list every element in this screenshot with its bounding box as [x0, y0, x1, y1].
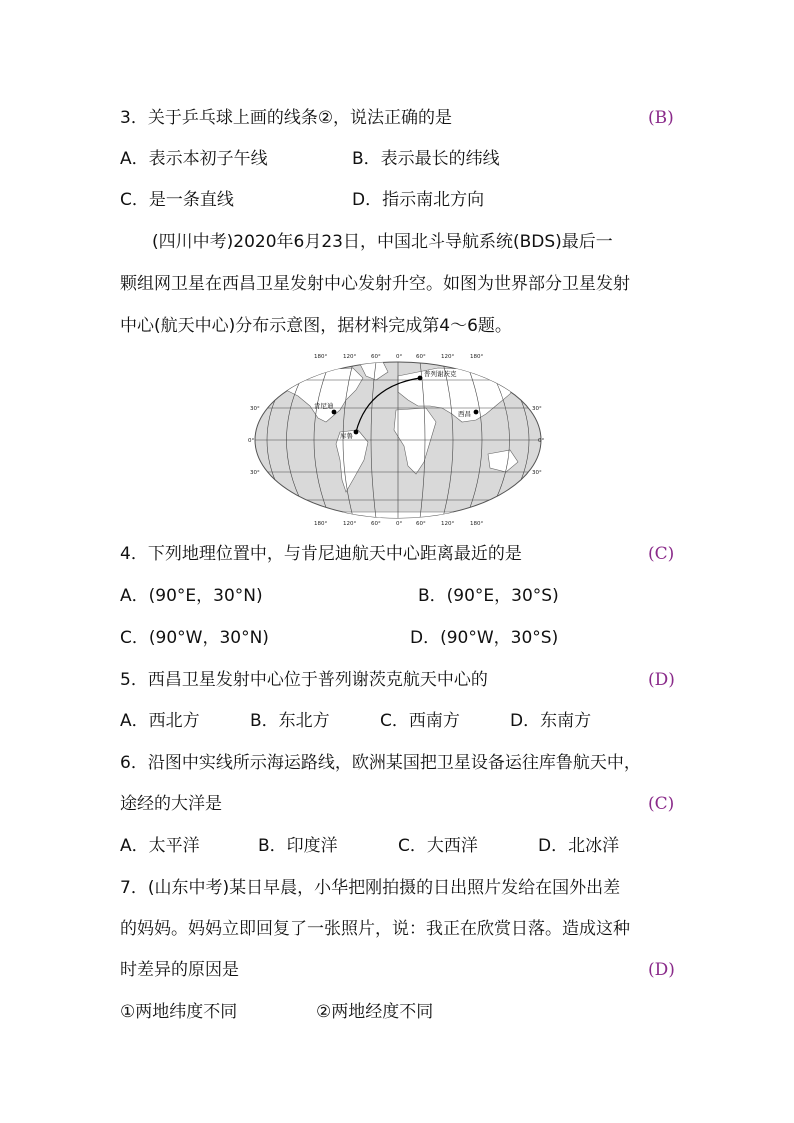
- q5-option-d: D．东南方: [510, 711, 592, 731]
- q3-option-c: C．是一条直线: [120, 190, 234, 210]
- q3-stem: 3．关于乒乓球上画的线条②，说法正确的是: [120, 108, 453, 128]
- plesetsk-label: 普列谢茨克: [424, 370, 457, 378]
- top-tick: 0°: [396, 354, 403, 360]
- q4-option-d: D．(90°W，30°S): [410, 628, 559, 648]
- q5-option-c: C．西南方: [380, 711, 460, 731]
- passage-line-2: 颗组网卫星在西昌卫星发射中心发射升空。如图为世界部分卫星发射: [120, 274, 630, 294]
- passage-line-1: (四川中考)2020年6月23日，中国北斗导航系统(BDS)最后一: [152, 232, 613, 252]
- xichang-marker: [474, 410, 479, 415]
- q7-stem-line-3: 时差异的原因是: [120, 960, 239, 980]
- q5-answer: (D): [648, 670, 675, 690]
- q5-option-a: A．西北方: [120, 711, 200, 731]
- lat-label-right: 0°: [538, 438, 545, 444]
- q7-stem-line-1: 7．(山东中考)某日早晨，小华把刚拍摄的日出照片发给在国外出差: [120, 878, 621, 898]
- q4-stem: 4．下列地理位置中，与肯尼迪航天中心距离最近的是: [120, 544, 522, 564]
- top-tick: 60°: [416, 354, 426, 360]
- lat-label-left: 0°: [248, 438, 255, 444]
- map-svg: [248, 350, 548, 526]
- kourou-marker: [354, 430, 359, 435]
- bottom-tick: 180°: [470, 521, 484, 526]
- top-tick: 180°: [470, 354, 484, 360]
- lat-label-left: 30°: [250, 470, 260, 476]
- world-launch-center-map: [248, 350, 548, 526]
- top-longitude-ticks: [314, 354, 483, 360]
- top-tick: 120°: [343, 354, 357, 360]
- q7-stem-line-2: 的妈妈。妈妈立即回复了一张照片，说：我正在欣赏日落。造成这种: [120, 919, 630, 939]
- bottom-tick: 180°: [314, 521, 328, 526]
- top-tick: 60°: [371, 354, 381, 360]
- top-tick: 120°: [441, 354, 455, 360]
- lat-label-right: 30°: [532, 406, 542, 412]
- bottom-tick: 60°: [416, 521, 426, 526]
- plesetsk-marker: [418, 376, 423, 381]
- q6-option-d: D．北冰洋: [538, 836, 620, 856]
- q3-answer: (B): [648, 108, 674, 128]
- q3-option-a: A．表示本初子午线: [120, 149, 268, 169]
- bottom-tick: 120°: [441, 521, 455, 526]
- lat-label-left: 30°: [250, 406, 260, 412]
- q4-option-c: C．(90°W，30°N): [120, 628, 269, 648]
- q6-option-c: C．大西洋: [398, 836, 478, 856]
- q4-answer: (C): [648, 544, 675, 564]
- passage-line-3: 中心(航天中心)分布示意图，据材料完成第4～6题。: [120, 316, 512, 336]
- q4-option-b: B．(90°E，30°S): [418, 586, 559, 606]
- xichang-label: 西昌: [458, 410, 471, 418]
- q3-option-b: B．表示最长的纬线: [352, 149, 500, 169]
- lat-label-right: 30°: [532, 470, 542, 476]
- bottom-tick: 0°: [396, 521, 403, 526]
- kennedy-marker: [332, 410, 337, 415]
- q6-stem-line-2: 途经的大洋是: [120, 794, 222, 814]
- q6-option-a: A．太平洋: [120, 836, 200, 856]
- q6-answer: (C): [648, 794, 675, 814]
- q5-stem: 5．西昌卫星发射中心位于普列谢茨克航天中心的: [120, 670, 488, 690]
- q6-stem-line-1: 6．沿图中实线所示海运路线，欧洲某国把卫星设备运往库鲁航天中，: [120, 753, 641, 773]
- q5-option-b: B．东北方: [250, 711, 330, 731]
- q7-option-1: ①两地纬度不同: [120, 1002, 238, 1022]
- top-tick: 180°: [314, 354, 328, 360]
- q7-option-2: ②两地经度不同: [316, 1002, 434, 1022]
- q6-option-b: B．印度洋: [258, 836, 338, 856]
- bottom-tick: 60°: [371, 521, 381, 526]
- kourou-label: 库鲁: [340, 432, 353, 440]
- q4-option-a: A．(90°E，30°N): [120, 586, 263, 606]
- bottom-longitude-ticks: [314, 521, 483, 526]
- kennedy-label: 肯尼迪: [314, 402, 334, 410]
- q7-answer: (D): [648, 960, 675, 980]
- bottom-tick: 120°: [343, 521, 357, 526]
- q3-option-d: D．指示南北方向: [352, 190, 485, 210]
